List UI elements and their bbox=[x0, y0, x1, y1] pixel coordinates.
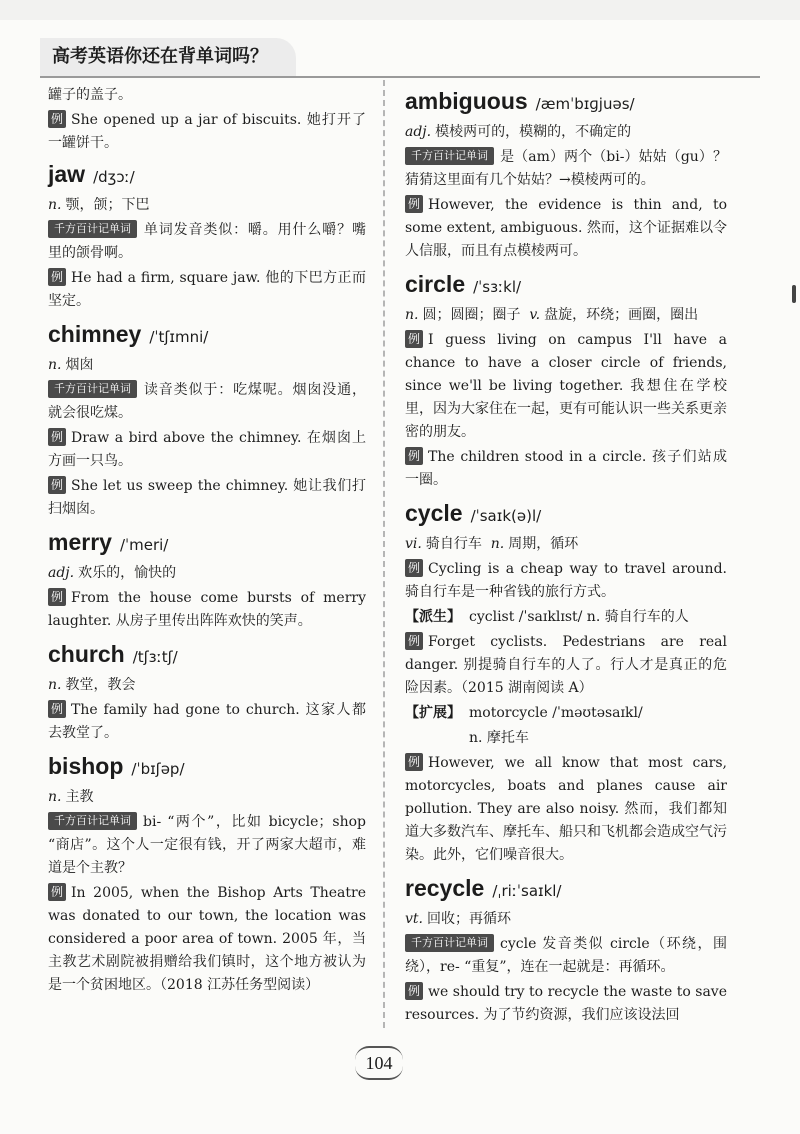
phonetic: /tʃɜːtʃ/ bbox=[132, 648, 178, 666]
header-rule bbox=[40, 76, 760, 78]
definition: n. 烟囱 bbox=[48, 357, 94, 373]
example-sentence: 例 However, we all know that most cars, motorcycles, boats and planes cause air pollution. They are also noisy. 然而，我们都知道大多数汽车、摩托车、船只和飞机都会造成空气污染。此外，它们噪音很大。 bbox=[405, 755, 727, 863]
entry-circle bbox=[405, 267, 727, 492]
example-sentence: 例 Cycling is a cheap way to travel around. 骑自行车是一种省钱的旅行方式。 bbox=[405, 561, 727, 600]
headword: ambiguous bbox=[405, 88, 528, 114]
example-icon: 例 bbox=[405, 559, 423, 577]
headword: bishop bbox=[48, 753, 124, 779]
definition: vt. 回收；再循环 bbox=[405, 911, 511, 927]
example-icon: 例 bbox=[48, 428, 66, 446]
example-sentence: 例 I guess living on campus I'll have a chance to have a closer circle of friends, since we'll be living together. 我想住在学校里，因为大家住在一起，更有可能认识一些关系更亲密的朋友。 bbox=[405, 332, 727, 440]
definition: n. 主教 bbox=[48, 789, 94, 805]
entry-merry bbox=[48, 525, 366, 633]
example-sentence: 例 Forget cyclists. Pedestrians are real danger. 别提骑自行车的人了。行人才是真正的危险因素。（2015 湖南阅读 A） bbox=[405, 634, 727, 696]
phonetic: /ˈsɜːkl/ bbox=[473, 278, 522, 296]
definition: n. 教堂，教会 bbox=[48, 677, 136, 693]
example-icon: 例 bbox=[48, 588, 66, 606]
headword: church bbox=[48, 641, 125, 667]
definition: vi. 骑自行车 n. 周期，循环 bbox=[405, 536, 579, 552]
phonetic: /ˈsaɪk(ə)l/ bbox=[470, 507, 542, 525]
entry-recycle bbox=[405, 871, 727, 1027]
example-icon: 例 bbox=[48, 476, 66, 494]
entry-bishop bbox=[48, 749, 366, 997]
example-sentence: 例 She let us sweep the chimney. 她让我们打扫烟囱。 bbox=[48, 478, 366, 517]
entry-church bbox=[48, 637, 366, 745]
book-header-title: 高考英语你还在背单词吗？ bbox=[40, 38, 296, 76]
headword: chimney bbox=[48, 321, 142, 347]
derived-tag: 【派生】 bbox=[405, 609, 461, 625]
phonetic: /ˈtʃɪmni/ bbox=[149, 328, 209, 346]
example-icon: 例 bbox=[405, 330, 423, 348]
memory-tip: 千方百计记单词 单词发音类似：嚼。用什么嚼？嘴里的颌骨啊。 bbox=[48, 222, 366, 261]
phonetic: /ˈbɪʃəp/ bbox=[131, 760, 185, 778]
example-icon: 例 bbox=[48, 110, 66, 128]
example-sentence: 例 She opened up a jar of biscuits. 她打开了一罐饼干。 bbox=[48, 112, 366, 151]
memory-badge: 千方百计记单词 bbox=[405, 934, 494, 952]
example-icon: 例 bbox=[48, 883, 66, 901]
example-sentence: 例 we should try to recycle the waste to save resources. 为了节约资源，我们应该设法回 bbox=[405, 984, 727, 1023]
continued-text: 罐子的盖子。 bbox=[48, 87, 132, 103]
memory-badge: 千方百计记单词 bbox=[405, 147, 494, 165]
example-icon: 例 bbox=[405, 982, 423, 1000]
example-sentence: 例 In 2005, when the Bishop Arts Theatre was donated to our town, the location was considered a poor area of town. 2005 年，当主教艺术剧院被捐赠给我们镇时，这个地方被认为是一个贫困地区。（2018 江苏任务型阅读） bbox=[48, 885, 366, 993]
memory-tip: 千方百计记单词 是（am）两个（bi-）姑姑（gu）？猜猜这里面有几个姑姑？→模棱两可的。 bbox=[405, 149, 727, 188]
example-sentence: 例 The family had gone to church. 这家人都去教堂了。 bbox=[48, 702, 366, 741]
headword: cycle bbox=[405, 500, 463, 526]
derived-word: 【派生】 cyclist /ˈsaɪklɪst/ n. 骑自行车的人 bbox=[405, 609, 689, 625]
phonetic: /dʒɔː/ bbox=[93, 168, 135, 186]
example-icon: 例 bbox=[405, 632, 423, 650]
definition: adj. 欢乐的，愉快的 bbox=[48, 565, 177, 581]
page-top-band bbox=[0, 0, 800, 20]
phonetic: /ˈmeri/ bbox=[119, 536, 169, 554]
extension-meaning: n. 摩托车 bbox=[469, 730, 529, 746]
page-number: 104 bbox=[355, 1046, 403, 1080]
example-icon: 例 bbox=[48, 700, 66, 718]
memory-tip: 千方百计记单词 读音类似于：吃煤呢。烟囱没通，就会很吃煤。 bbox=[48, 382, 366, 421]
memory-badge: 千方百计记单词 bbox=[48, 220, 137, 238]
example-sentence: 例 However, the evidence is thin and, to some extent, ambiguous. 然而，这个证据难以令人信服，而且有点模棱两可。 bbox=[405, 197, 727, 259]
phonetic: /æmˈbɪɡjuəs/ bbox=[535, 95, 635, 113]
entry-jaw bbox=[48, 157, 366, 313]
example-icon: 例 bbox=[405, 195, 423, 213]
headword: recycle bbox=[405, 875, 485, 901]
column-divider bbox=[383, 80, 385, 1028]
example-icon: 例 bbox=[48, 268, 66, 286]
extension-tag: 【扩展】 bbox=[405, 705, 461, 721]
memory-badge: 千方百计记单词 bbox=[48, 380, 137, 398]
headword: jaw bbox=[48, 161, 86, 187]
page-edge-mark bbox=[792, 285, 796, 303]
phonetic: /ˌriːˈsaɪkl/ bbox=[492, 882, 562, 900]
definition: n. 颚，颌；下巴 bbox=[48, 197, 150, 213]
example-sentence: 例 From the house come bursts of merry laughter. 从房子里传出阵阵欢快的笑声。 bbox=[48, 590, 366, 629]
example-sentence: 例 He had a firm, square jaw. 他的下巴方正而坚定。 bbox=[48, 270, 366, 309]
definition: adj. 模棱两可的，模糊的，不确定的 bbox=[405, 124, 632, 140]
left-column bbox=[48, 82, 366, 1001]
definition: n. 圆；圆圈；圈子 v. 盘旋，环绕；画圈，圈出 bbox=[405, 307, 699, 323]
example-sentence: 例 The children stood in a circle. 孩子们站成一圈。 bbox=[405, 449, 727, 488]
headword: merry bbox=[48, 529, 112, 555]
entry-cycle bbox=[405, 496, 727, 867]
right-column bbox=[405, 82, 727, 1031]
extension-word: 【扩展】 motorcycle /ˈməʊtəsaɪkl/ bbox=[405, 705, 643, 721]
headword: circle bbox=[405, 271, 466, 297]
memory-badge: 千方百计记单词 bbox=[48, 812, 137, 830]
entry-ambiguous bbox=[405, 84, 727, 263]
example-sentence: 例 Draw a bird above the chimney. 在烟囱上方画一只鸟。 bbox=[48, 430, 366, 469]
entry-chimney bbox=[48, 317, 366, 521]
memory-tip: 千方百计记单词 cycle 发音类似 circle（环绕，围绕），re- “重复”，连在一起就是：再循环。 bbox=[405, 936, 727, 975]
example-icon: 例 bbox=[405, 753, 423, 771]
example-icon: 例 bbox=[405, 447, 423, 465]
memory-tip: 千方百计记单词 bi- “两个”，比如 bicycle；shop “商店”。这个人一定很有钱，开了两家大超市，难道是个主教？ bbox=[48, 814, 366, 876]
